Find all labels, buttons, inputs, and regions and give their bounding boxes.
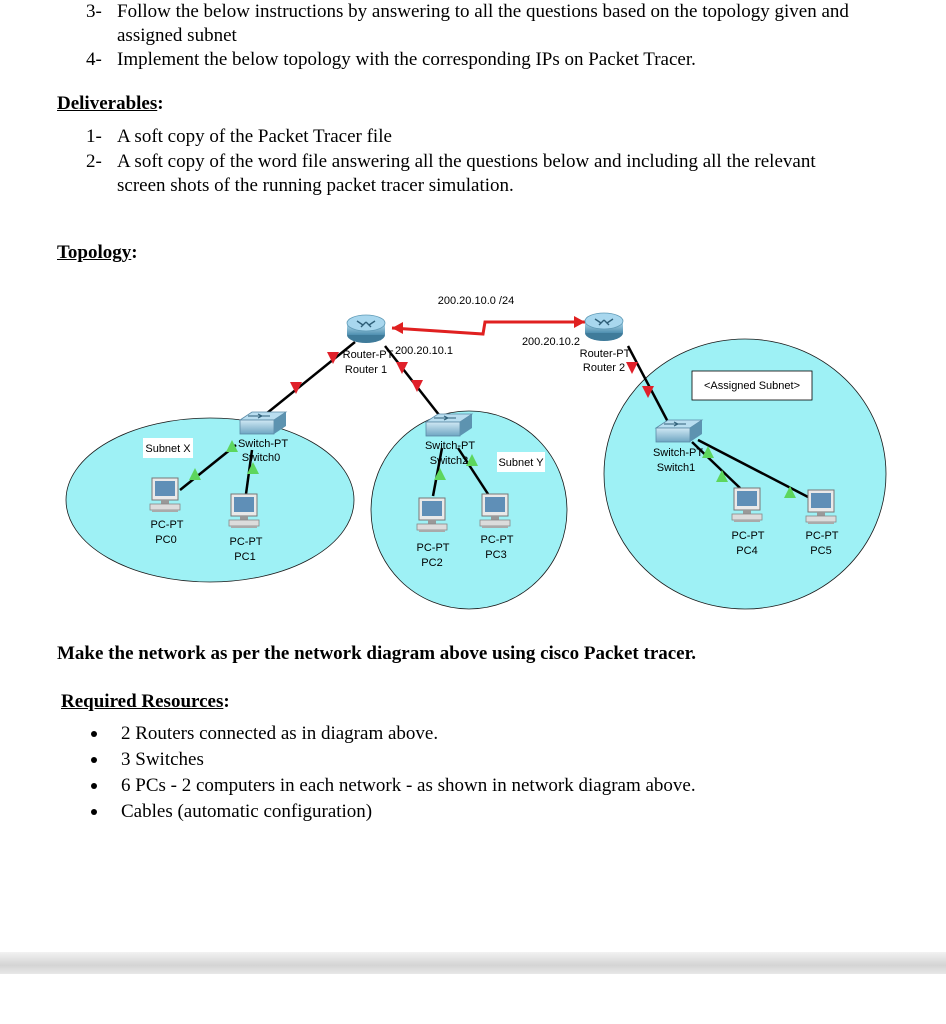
- pc5-type-label: PC-PT: [805, 530, 839, 542]
- router-2-icon: [585, 313, 623, 341]
- pc1-name-label: PC1: [234, 551, 256, 563]
- network-diagram: [0, 280, 946, 620]
- switch1-type-label: Switch-PT: [652, 447, 704, 459]
- subnet-x-label: Subnet X: [145, 443, 191, 455]
- instruction-text-line: Follow the below instructions by answering to all the questions based on the topology given and: [117, 1, 849, 22]
- deliverable-text-line: screen shots of the running packet tracer simulation.: [117, 175, 514, 196]
- instruction-number: 3-: [86, 1, 102, 22]
- pc3-icon: [480, 494, 510, 528]
- router1-type-label: Router-PT: [342, 349, 394, 361]
- bullet-icon: [91, 783, 97, 789]
- heading-colon: :: [131, 242, 138, 263]
- bullet-icon: [91, 757, 97, 763]
- router2-ip-label: 200.20.10.2: [521, 336, 581, 348]
- switch0-name-label: Switch0: [241, 452, 281, 464]
- pc5-icon: [806, 490, 836, 524]
- deliverable-text-line: A soft copy of the word file answering all the questions below and including all the relevant: [117, 151, 816, 172]
- instruction-text-line: Implement the below topology with the corresponding IPs on Packet Tracer.: [117, 49, 696, 70]
- pc1-type-label: PC-PT: [229, 536, 263, 548]
- router2-type-label: Router-PT: [579, 348, 631, 360]
- required-resources-heading-text: Required Resources: [61, 691, 224, 712]
- resource-item: Cables (automatic configuration): [121, 801, 373, 822]
- bullet-icon: [91, 809, 97, 815]
- make-network-instruction: Make the network as per the network diagram above using cisco Packet tracer.: [57, 643, 697, 664]
- deliverable-number: 2-: [86, 151, 102, 172]
- instruction-text-line: assigned subnet: [117, 25, 237, 46]
- pc2-type-label: PC-PT: [416, 542, 450, 554]
- pc5-name-label: PC5: [810, 545, 832, 557]
- link-end-marker: [392, 322, 403, 334]
- assigned-subnet-label: <Assigned Subnet>: [703, 380, 801, 392]
- deliverable-number: 1-: [86, 126, 102, 147]
- deliverable-text-line: A soft copy of the Packet Tracer file: [117, 126, 392, 147]
- heading-colon: :: [157, 93, 164, 114]
- deliverables-heading-text: Deliverables: [57, 93, 158, 114]
- required-resources-heading: [61, 691, 230, 713]
- wan-network-label: 200.20.10.0 /24: [437, 295, 515, 307]
- pc4-name-label: PC4: [736, 545, 758, 557]
- pc0-type-label: PC-PT: [150, 519, 184, 531]
- instruction-number: 4-: [86, 49, 102, 70]
- pc4-type-label: PC-PT: [731, 530, 765, 542]
- router1-ip-label: 200.20.10.1: [394, 345, 454, 357]
- deliverables-heading: [57, 93, 164, 115]
- page-separator: [0, 952, 946, 974]
- router1-switch0-link: [256, 342, 355, 422]
- subnet-y-label: Subnet Y: [498, 457, 544, 469]
- pc4-icon: [732, 488, 762, 522]
- pc0-name-label: PC0: [155, 534, 177, 546]
- switch2-name-label: Switch2: [429, 455, 469, 467]
- resource-item: 6 PCs - 2 computers in each network - as shown in network diagram above.: [121, 775, 696, 796]
- router2-name-label: Router 2: [582, 362, 626, 374]
- router-1-icon: [347, 315, 385, 343]
- link-down-marker: [626, 362, 638, 374]
- resource-item: 3 Switches: [121, 749, 204, 770]
- wan-link: [392, 322, 585, 334]
- switch1-name-label: Switch1: [656, 462, 696, 474]
- switch2-type-label: Switch-PT: [424, 440, 476, 452]
- router1-name-label: Router 1: [344, 364, 388, 376]
- pc1-icon: [229, 494, 259, 528]
- subnet-x-area: [66, 418, 354, 582]
- switch0-type-label: Switch-PT: [237, 438, 289, 450]
- bullet-icon: [91, 731, 97, 737]
- pc3-type-label: PC-PT: [480, 534, 514, 546]
- topology-heading: [57, 242, 138, 264]
- topology-heading-text: Topology: [57, 242, 132, 263]
- pc2-name-label: PC2: [421, 557, 443, 569]
- heading-colon: :: [223, 691, 230, 712]
- pc0-icon: [150, 478, 180, 512]
- pc2-icon: [417, 498, 447, 532]
- pc3-name-label: PC3: [485, 549, 507, 561]
- link-end-marker: [574, 316, 585, 328]
- resource-item: 2 Routers connected as in diagram above.: [121, 723, 439, 744]
